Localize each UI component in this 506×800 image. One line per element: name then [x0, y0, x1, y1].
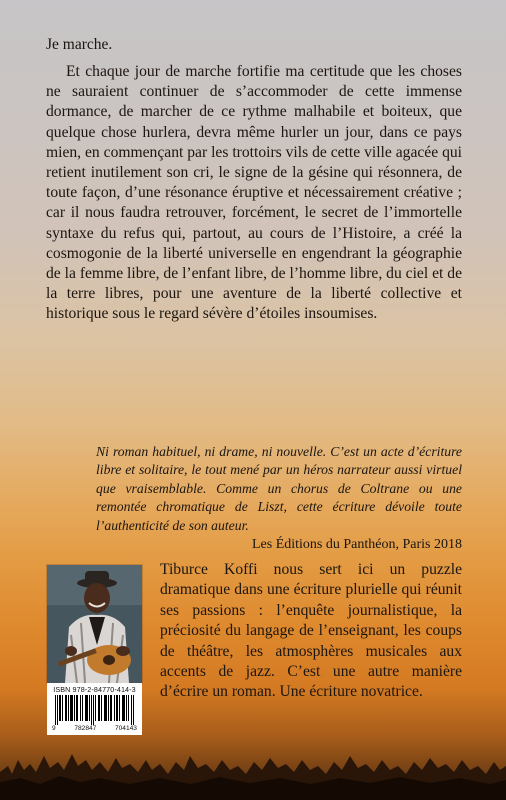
critic-quote: Ni roman habituel, ni drame, ni nouvelle. C’est un acte d’écriture libre et solitaire, le tout mené par un héros narrateur aussi virtuel que vraisemblable. Comme un chorus de Coltrane ou une remontée chromatique de Liszt, cette écriture dévoile toute l’authenticité de son auteur. — [96, 444, 462, 533]
main-paragraph: Et chaque jour de marche fortifie ma certitude que les choses ne sauraient continuer de s’accommoder de cette immense dormance, de marcher de ce rythme malhabile et boiteux, que quelque chose hurlera, devra même hurler un jour, dans ce pays mien, en commençant par les trottoirs vils de cette ville agacée qui retient inutilement son cri, le signe de la gésine qui résonnera, de toute façon, d’une résonance éruptive et nécessairement créative ; car il nous faudra retrouver, forcément, le secret de l’immortelle syntaxe du refus qui, partout, au cours de l’Histoire, a créé la cosmogonie de la liberté universelle en engendrant la géographie de la femme libre, de l’enfant libre, de l’homme libre, du ciel et de la terre libres, pour une aventure de la liberté collective et historique sous le regard sévère d’étoiles insoumises. — [46, 63, 462, 323]
opening-line: Je marche. — [46, 36, 113, 53]
grass-silhouette — [0, 720, 506, 800]
author-portrait-illustration — [47, 565, 142, 683]
barcode-digit-lead: 9 — [52, 725, 56, 732]
isbn-label: ISBN 978-2-84770-414-3 — [53, 685, 136, 694]
barcode-digits-left: 782847 — [74, 725, 97, 732]
author-photo — [47, 565, 142, 683]
barcode-digits-right: 704143 — [114, 725, 137, 732]
publisher-credit: Les Éditions du Panthéon, Paris 2018 — [252, 537, 462, 552]
book-summary: Tiburce Koffi nous sert ici un puzzle dramatique dans une écriture plurielle qui réunit ses passions : l’enquête journalistique, la préciosité du langage de l’enseignant, les coups de théâtre, les atmosphères musicales aux accents de jazz. C’est une autre manière d’écrire un roman. Une écriture novatrice. — [160, 561, 462, 701]
